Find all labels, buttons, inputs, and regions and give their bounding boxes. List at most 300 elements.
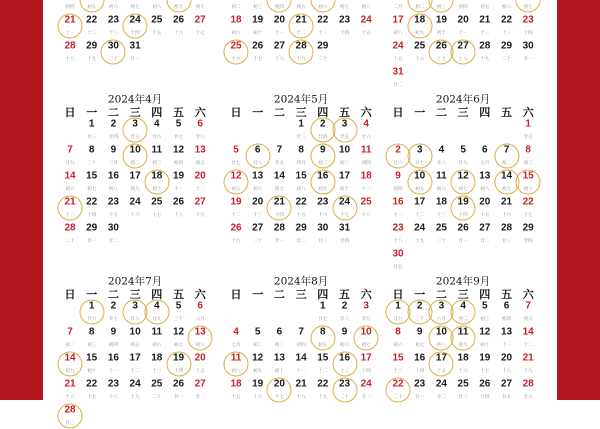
day-number[interactable]: 11 [457, 326, 469, 338]
day-number[interactable]: 14 [273, 170, 285, 182]
day-number[interactable]: 18 [151, 170, 163, 182]
day-number[interactable]: 22 [86, 378, 98, 390]
date-circle-marker [123, 118, 148, 143]
day-number[interactable]: 23 [522, 14, 534, 26]
day-number[interactable]: 14 [64, 352, 76, 364]
lunar-date: 十五 [436, 369, 446, 374]
day-number[interactable]: 5 [460, 144, 466, 156]
day-number[interactable]: 22 [317, 14, 329, 26]
lunar-date: 十九 [195, 213, 205, 218]
day-number[interactable]: 21 [64, 196, 76, 208]
date-circle-marker [386, 300, 411, 325]
day-number[interactable]: 26 [230, 222, 242, 234]
date-circle-marker [188, 326, 213, 351]
day-number[interactable]: 8 [298, 144, 304, 156]
day-number[interactable]: 3 [438, 300, 445, 312]
day-number[interactable]: 20 [457, 14, 469, 26]
day-number[interactable]: 31 [129, 40, 141, 52]
day-number[interactable]: 22 [317, 378, 329, 390]
day-number[interactable]: 8 [320, 326, 326, 338]
day-number[interactable]: 18 [230, 378, 242, 390]
day-number[interactable]: 24 [360, 14, 372, 26]
day-number[interactable]: 1 [320, 300, 326, 312]
date-circle-marker [289, 14, 314, 39]
lunar-date: 初十 [152, 187, 162, 192]
weekday-header: 一 [86, 288, 98, 301]
day-number[interactable]: 28 [500, 222, 513, 234]
date-circle-marker [224, 352, 249, 377]
day-number[interactable]: 2 [416, 300, 423, 312]
lunar-date: 初四 [393, 187, 403, 192]
day-number[interactable]: 24 [392, 40, 404, 52]
day-number[interactable]: 18 [414, 14, 426, 26]
lunar-date: 初八 [296, 187, 306, 192]
lunar-date: 十五 [393, 57, 403, 62]
day-number[interactable]: 7 [525, 300, 531, 312]
day-number[interactable]: 27 [194, 196, 206, 208]
lunar-date: 十七 [480, 369, 490, 374]
day-number[interactable]: 23 [317, 196, 329, 208]
day-number[interactable]: 6 [197, 118, 203, 130]
day-number[interactable]: 24 [129, 378, 141, 390]
day-number[interactable]: 17 [392, 14, 404, 26]
day-number[interactable]: 29 [86, 222, 98, 234]
lunar-date: 初八 [152, 5, 162, 10]
day-number[interactable]: 5 [254, 326, 261, 338]
lunar-date: 十六 [458, 369, 468, 374]
day-number[interactable]: 23 [107, 196, 119, 208]
day-number[interactable]: 20 [479, 196, 491, 208]
day-number[interactable]: 5 [175, 300, 182, 312]
date-circle-marker [144, 170, 169, 195]
lunar-date: 初七 [130, 5, 140, 10]
day-number[interactable]: 2 [110, 118, 117, 130]
date-circle-marker [58, 14, 83, 39]
lunar-date: 廿二 [393, 83, 403, 88]
lunar-date: 十三 [152, 369, 162, 374]
day-number[interactable]: 27 [479, 222, 491, 234]
day-number[interactable]: 4 [233, 326, 239, 338]
day-number[interactable]: 27 [273, 40, 285, 52]
day-number[interactable]: 2 [320, 118, 326, 130]
lunar-date: 初五 [523, 317, 533, 322]
day-number[interactable]: 12 [252, 352, 264, 364]
day-number[interactable]: 10 [360, 326, 372, 338]
day-number[interactable]: 5 [175, 118, 182, 130]
lunar-date: 十七 [87, 395, 97, 400]
day-number[interactable]: 16 [107, 170, 119, 182]
lunar-date: 廿三 [458, 395, 468, 400]
lunar-date: 二十 [501, 57, 512, 62]
day-number[interactable]: 29 [86, 40, 98, 52]
day-number[interactable]: 25 [151, 378, 163, 390]
lunar-date: 廿四 [318, 135, 328, 140]
day-number[interactable]: 30 [392, 248, 404, 260]
day-number[interactable]: 7 [67, 144, 73, 156]
date-circle-marker [79, 0, 104, 13]
lunar-date: 初六 [152, 343, 162, 348]
weekday-header: 五 [339, 288, 350, 301]
day-number[interactable]: 24 [435, 378, 447, 390]
day-number[interactable]: 22 [86, 196, 98, 208]
day-number[interactable]: 6 [197, 300, 203, 312]
day-number[interactable]: 26 [435, 40, 447, 52]
day-number[interactable]: 10 [338, 144, 351, 156]
day-number[interactable]: 19 [252, 14, 264, 26]
day-number[interactable]: 16 [414, 352, 426, 364]
day-number[interactable]: 18 [457, 352, 469, 364]
weekday-header: 日 [392, 106, 404, 119]
day-number[interactable]: 18 [435, 196, 447, 208]
day-number[interactable]: 23 [107, 378, 119, 390]
day-number[interactable]: 20 [194, 352, 206, 364]
day-number[interactable]: 21 [295, 378, 307, 390]
day-number[interactable]: 8 [88, 326, 95, 338]
date-circle-marker [58, 404, 83, 429]
day-number[interactable]: 14 [500, 170, 513, 182]
day-number[interactable]: 28 [479, 40, 491, 52]
day-number[interactable]: 16 [107, 352, 119, 364]
day-number[interactable]: 18 [151, 352, 163, 364]
lunar-date: 初六 [339, 343, 350, 348]
day-number[interactable]: 18 [360, 170, 372, 182]
day-number[interactable]: 21 [522, 352, 534, 364]
day-number[interactable]: 29 [295, 222, 307, 234]
day-number[interactable]: 10 [129, 144, 141, 156]
day-number[interactable]: 2 [110, 300, 117, 312]
day-number[interactable]: 3 [363, 300, 369, 312]
date-circle-marker [429, 0, 454, 13]
day-number[interactable]: 21 [479, 14, 491, 26]
day-number[interactable]: 17 [338, 170, 351, 182]
weekday-header: 二 [435, 288, 447, 301]
day-number[interactable]: 10 [435, 326, 447, 338]
day-number[interactable]: 28 [64, 40, 76, 52]
day-number[interactable]: 21 [64, 378, 76, 390]
day-number[interactable]: 18 [230, 14, 242, 26]
day-number[interactable]: 8 [525, 144, 531, 156]
day-number[interactable]: 13 [500, 326, 513, 338]
lunar-date: 初六 [393, 343, 403, 348]
day-number[interactable]: 16 [338, 352, 351, 364]
day-number[interactable]: 5 [482, 300, 488, 312]
weekday-header: 六 [360, 106, 372, 119]
day-number[interactable]: 11 [151, 144, 163, 156]
day-number[interactable]: 14 [64, 170, 76, 182]
lunar-date: 廿六 [152, 135, 162, 140]
day-number[interactable]: 26 [252, 40, 264, 52]
day-number[interactable]: 8 [88, 144, 95, 156]
lunar-date: 十四 [130, 31, 140, 36]
lunar-date: 十四 [173, 369, 184, 374]
day-number[interactable]: 12 [479, 326, 491, 338]
day-number[interactable]: 3 [416, 144, 423, 156]
day-number[interactable]: 25 [414, 40, 426, 52]
date-circle-marker [451, 40, 476, 65]
lunar-date: 初六 [108, 5, 118, 10]
day-number[interactable]: 17 [129, 170, 141, 182]
day-number[interactable]: 15 [295, 170, 307, 182]
lunar-date: 十二 [415, 213, 425, 218]
day-number[interactable]: 3 [132, 300, 138, 312]
day-number[interactable]: 24 [360, 378, 372, 390]
day-number[interactable]: 30 [317, 222, 329, 234]
day-number[interactable]: 31 [338, 222, 351, 234]
day-number[interactable]: 11 [151, 326, 163, 338]
day-number[interactable]: 23 [107, 14, 119, 26]
day-number[interactable]: 9 [416, 326, 423, 338]
day-number[interactable]: 13 [479, 170, 491, 182]
lunar-date: 三十 [415, 317, 425, 322]
date-circle-marker [310, 170, 335, 195]
day-number[interactable]: 15 [522, 170, 534, 182]
weekday-header: 三 [295, 288, 307, 301]
day-number[interactable]: 12 [172, 326, 185, 338]
lunar-date: 十一 [296, 369, 306, 374]
lunar-date: 十八 [501, 369, 512, 374]
day-number[interactable]: 2 [395, 144, 401, 156]
day-number[interactable]: 20 [500, 352, 513, 364]
day-number[interactable]: 26 [479, 378, 491, 390]
day-number[interactable]: 22 [392, 378, 404, 390]
day-number[interactable]: 20 [252, 196, 264, 208]
day-number[interactable]: 4 [438, 144, 445, 156]
date-circle-marker [451, 170, 476, 195]
day-number[interactable]: 30 [107, 222, 119, 234]
day-number[interactable]: 1 [88, 300, 95, 312]
day-number[interactable]: 13 [252, 170, 264, 182]
day-number[interactable]: 31 [392, 66, 404, 78]
day-number[interactable]: 28 [64, 404, 76, 416]
lunar-date: 初九 [415, 31, 425, 36]
day-number[interactable]: 23 [392, 222, 404, 234]
day-number[interactable]: 21 [295, 14, 307, 26]
lunar-date: 初四 [65, 5, 75, 10]
lunar-date: 初四 [296, 343, 306, 348]
day-number[interactable]: 22 [86, 14, 98, 26]
day-number[interactable]: 6 [276, 326, 283, 338]
day-number[interactable]: 30 [107, 40, 119, 52]
day-number[interactable]: 11 [230, 352, 242, 364]
date-circle-marker [516, 170, 541, 195]
date-circle-marker [166, 352, 191, 377]
day-number[interactable]: 28 [295, 40, 307, 52]
day-number[interactable]: 29 [317, 40, 329, 52]
lunar-date: 十二 [130, 369, 140, 374]
day-number[interactable]: 16 [392, 196, 404, 208]
day-number[interactable]: 19 [435, 14, 447, 26]
lunar-date: 廿四 [480, 395, 490, 400]
day-number[interactable]: 4 [460, 300, 466, 312]
day-number[interactable]: 24 [129, 14, 141, 26]
lunar-date: 十五 [361, 31, 371, 36]
day-number[interactable]: 1 [395, 300, 401, 312]
day-number[interactable]: 9 [395, 170, 401, 182]
day-number[interactable]: 25 [457, 378, 469, 390]
lunar-date: 十六 [415, 57, 425, 62]
lunar-date: 初八 [195, 343, 205, 348]
day-number[interactable]: 12 [230, 170, 242, 182]
month-title: 2024年5月 [273, 93, 329, 106]
day-number[interactable]: 10 [129, 326, 141, 338]
lunar-date: 初九 [130, 187, 140, 192]
day-number[interactable]: 15 [392, 352, 404, 364]
day-number[interactable]: 21 [273, 196, 285, 208]
day-number[interactable]: 17 [129, 352, 141, 364]
day-number[interactable]: 7 [503, 144, 510, 156]
lunar-date: 廿一 [173, 395, 184, 400]
day-number[interactable]: 3 [341, 118, 348, 130]
lunar-date: 初五 [480, 5, 490, 10]
date-circle-marker [332, 196, 357, 221]
day-number[interactable]: 15 [317, 352, 329, 364]
weekday-header: 五 [339, 106, 350, 119]
lunar-date: 廿三 [65, 421, 75, 426]
day-number[interactable]: 1 [525, 118, 531, 130]
lunar-date: 十二 [231, 213, 241, 218]
day-number[interactable]: 9 [320, 144, 326, 156]
day-number[interactable]: 6 [482, 144, 488, 156]
day-number[interactable]: 28 [64, 222, 76, 234]
lunar-date: 初七 [87, 187, 97, 192]
day-number[interactable]: 13 [273, 352, 285, 364]
day-number[interactable]: 14 [522, 326, 534, 338]
day-number[interactable]: 9 [341, 326, 348, 338]
day-number[interactable]: 27 [457, 40, 469, 52]
day-number[interactable]: 26 [457, 222, 469, 234]
lunar-date: 廿五 [130, 135, 140, 140]
day-number[interactable]: 27 [252, 222, 264, 234]
day-number[interactable]: 27 [500, 378, 513, 390]
day-number[interactable]: 12 [172, 144, 185, 156]
day-number[interactable]: 23 [414, 378, 426, 390]
weekday-header: 日 [230, 288, 242, 301]
day-number[interactable]: 30 [522, 40, 534, 52]
day-number[interactable]: 12 [457, 170, 469, 182]
day-number[interactable]: 17 [360, 352, 372, 364]
day-number[interactable]: 17 [435, 352, 447, 364]
day-number[interactable]: 20 [273, 378, 285, 390]
day-number[interactable]: 22 [500, 14, 513, 26]
lunar-date: 八月 [436, 317, 446, 322]
day-number[interactable]: 25 [435, 222, 447, 234]
day-number[interactable]: 22 [295, 196, 307, 208]
day-number[interactable]: 21 [64, 14, 76, 26]
day-number[interactable]: 7 [67, 326, 73, 338]
lunar-date: 初四 [173, 161, 184, 166]
day-number[interactable]: 19 [172, 170, 185, 182]
day-number[interactable]: 9 [110, 144, 117, 156]
day-number[interactable]: 11 [360, 144, 372, 156]
day-number[interactable]: 4 [363, 118, 369, 130]
day-number[interactable]: 7 [298, 326, 304, 338]
weekday-header: 二 [435, 106, 447, 119]
day-number[interactable]: 25 [151, 14, 163, 26]
day-number[interactable]: 10 [414, 170, 426, 182]
day-number[interactable]: 28 [522, 378, 534, 390]
day-number[interactable]: 11 [436, 170, 447, 182]
day-number[interactable]: 27 [194, 378, 206, 390]
day-number[interactable]: 13 [194, 144, 206, 156]
day-number[interactable]: 26 [172, 14, 185, 26]
lunar-date: 初五 [296, 5, 306, 10]
day-number[interactable]: 24 [129, 196, 141, 208]
day-number[interactable]: 23 [338, 14, 351, 26]
day-number[interactable]: 1 [88, 118, 95, 130]
lunar-date: 初九 [253, 369, 263, 374]
day-number[interactable]: 21 [500, 196, 513, 208]
lunar-date: 二十 [65, 239, 75, 244]
lunar-date: 初七 [458, 187, 468, 192]
day-number[interactable]: 24 [338, 196, 351, 208]
lunar-date: 初三 [87, 343, 97, 348]
lunar-date: 初七 [415, 343, 425, 348]
day-number[interactable]: 8 [395, 326, 401, 338]
day-number[interactable]: 23 [338, 378, 351, 390]
day-number[interactable]: 4 [154, 118, 160, 130]
day-number[interactable]: 13 [194, 326, 206, 338]
day-number[interactable]: 24 [414, 222, 426, 234]
day-number[interactable]: 25 [151, 196, 163, 208]
lunar-date: 十三 [501, 31, 512, 36]
day-number[interactable]: 17 [414, 196, 426, 208]
day-number[interactable]: 5 [233, 144, 239, 156]
lunar-date: 初九 [458, 343, 468, 348]
day-number[interactable]: 14 [295, 352, 307, 364]
date-circle-marker [429, 352, 454, 377]
lunar-date: 初九 [318, 187, 328, 192]
day-number[interactable]: 16 [317, 170, 329, 182]
day-number[interactable]: 27 [194, 14, 206, 26]
day-number[interactable]: 26 [172, 196, 185, 208]
lunar-date: 初九 [173, 5, 184, 10]
day-number[interactable]: 19 [230, 196, 242, 208]
lunar-date: 初五 [415, 187, 425, 192]
day-number[interactable]: 20 [194, 170, 206, 182]
day-number[interactable]: 15 [86, 170, 98, 182]
day-number[interactable]: 28 [273, 222, 285, 234]
day-number[interactable]: 19 [457, 196, 469, 208]
day-number[interactable]: 7 [276, 144, 283, 156]
day-number[interactable]: 19 [172, 352, 185, 364]
month-title: 2024年7月 [107, 275, 163, 288]
day-number[interactable]: 19 [252, 378, 264, 390]
weekday-header: 一 [252, 288, 264, 301]
day-number[interactable]: 1 [298, 118, 304, 130]
day-number[interactable]: 25 [230, 40, 242, 52]
lunar-date: 初五 [87, 5, 97, 10]
day-number[interactable]: 25 [360, 196, 372, 208]
day-number[interactable]: 22 [522, 196, 534, 208]
day-number[interactable]: 29 [522, 222, 534, 234]
red-border-right [557, 0, 600, 400]
day-number[interactable]: 19 [479, 352, 491, 364]
day-number[interactable]: 6 [254, 144, 261, 156]
day-number[interactable]: 9 [110, 326, 117, 338]
day-number[interactable]: 20 [273, 14, 285, 26]
lunar-date: 廿五 [393, 265, 403, 270]
day-number[interactable]: 2 [341, 300, 348, 312]
day-number[interactable]: 6 [503, 300, 510, 312]
lunar-date: 十一 [274, 31, 284, 36]
day-number[interactable]: 3 [132, 118, 138, 130]
day-number[interactable]: 29 [500, 40, 513, 52]
lunar-date: 初十 [274, 369, 284, 374]
day-number[interactable]: 26 [172, 378, 185, 390]
day-number[interactable]: 4 [154, 300, 160, 312]
day-number[interactable]: 15 [86, 352, 98, 364]
date-circle-marker [245, 144, 270, 169]
